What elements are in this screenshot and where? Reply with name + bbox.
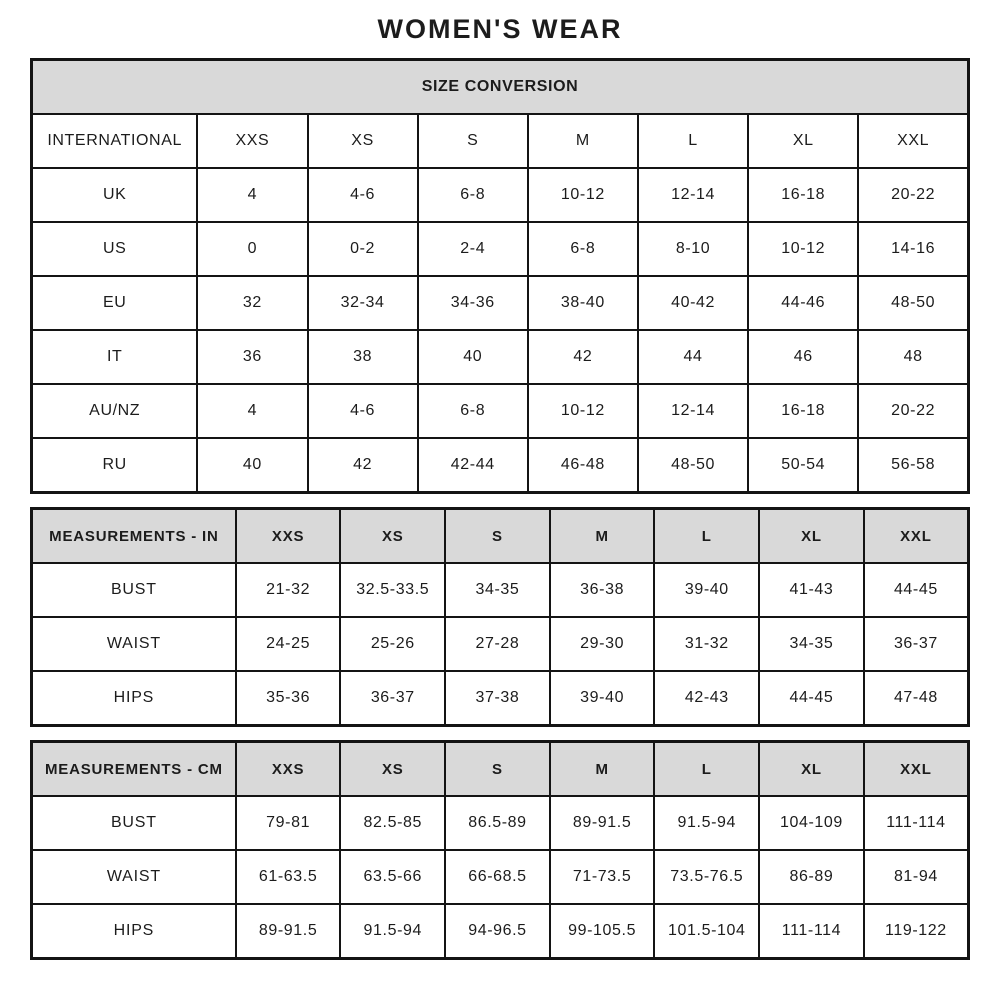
value-cell: 10-12 bbox=[528, 384, 638, 438]
value-cell: 79-81 bbox=[236, 796, 341, 850]
header-size-cell: XXS bbox=[197, 114, 307, 168]
value-cell: 36-38 bbox=[550, 563, 655, 617]
header-size-cell: L bbox=[654, 742, 759, 797]
row-label: EU bbox=[32, 276, 198, 330]
value-cell: 39-40 bbox=[550, 671, 655, 726]
header-row bbox=[32, 509, 969, 564]
value-cell: 99-105.5 bbox=[550, 904, 655, 959]
value-cell: 44 bbox=[638, 330, 748, 384]
value-cell: 24-25 bbox=[236, 617, 341, 671]
value-cell: 61-63.5 bbox=[236, 850, 341, 904]
header-size-cell: S bbox=[418, 114, 528, 168]
header-label-cell: MEASUREMENTS - IN bbox=[32, 509, 236, 564]
value-cell: 6-8 bbox=[418, 384, 528, 438]
header-size-cell: XL bbox=[759, 509, 864, 564]
row-label: AU/NZ bbox=[32, 384, 198, 438]
header-size-cell: M bbox=[550, 509, 655, 564]
value-cell: 40-42 bbox=[638, 276, 748, 330]
value-cell: 86-89 bbox=[759, 850, 864, 904]
value-cell: 42 bbox=[528, 330, 638, 384]
size-conversion-body bbox=[32, 114, 969, 493]
table-row bbox=[32, 796, 969, 850]
value-cell: 91.5-94 bbox=[340, 904, 445, 959]
header-size-cell: M bbox=[550, 742, 655, 797]
header-label-cell: MEASUREMENTS - CM bbox=[32, 742, 236, 797]
value-cell: 101.5-104 bbox=[654, 904, 759, 959]
value-cell: 6-8 bbox=[418, 168, 528, 222]
value-cell: 46-48 bbox=[528, 438, 638, 493]
header-row bbox=[32, 742, 969, 797]
value-cell: 34-35 bbox=[445, 563, 550, 617]
size-conversion-title: SIZE CONVERSION bbox=[32, 60, 969, 115]
table-row bbox=[32, 330, 969, 384]
header-size-cell: L bbox=[654, 509, 759, 564]
table-row bbox=[32, 384, 969, 438]
value-cell: 71-73.5 bbox=[550, 850, 655, 904]
value-cell: 4-6 bbox=[308, 168, 418, 222]
row-label: WAIST bbox=[32, 850, 236, 904]
row-label: UK bbox=[32, 168, 198, 222]
value-cell: 31-32 bbox=[654, 617, 759, 671]
value-cell: 14-16 bbox=[858, 222, 968, 276]
value-cell: 56-58 bbox=[858, 438, 968, 493]
header-size-cell: XL bbox=[759, 742, 864, 797]
value-cell: 10-12 bbox=[748, 222, 858, 276]
row-label: HIPS bbox=[32, 671, 236, 726]
value-cell: 12-14 bbox=[638, 168, 748, 222]
value-cell: 27-28 bbox=[445, 617, 550, 671]
value-cell: 8-10 bbox=[638, 222, 748, 276]
value-cell: 34-36 bbox=[418, 276, 528, 330]
value-cell: 44-46 bbox=[748, 276, 858, 330]
value-cell: 39-40 bbox=[654, 563, 759, 617]
row-label: BUST bbox=[32, 563, 236, 617]
value-cell: 4 bbox=[197, 384, 307, 438]
value-cell: 32.5-33.5 bbox=[340, 563, 445, 617]
measurements-cm-body bbox=[32, 742, 969, 959]
value-cell: 35-36 bbox=[236, 671, 341, 726]
value-cell: 20-22 bbox=[858, 384, 968, 438]
value-cell: 40 bbox=[197, 438, 307, 493]
value-cell: 16-18 bbox=[748, 384, 858, 438]
value-cell: 44-45 bbox=[759, 671, 864, 726]
value-cell: 38-40 bbox=[528, 276, 638, 330]
value-cell: 29-30 bbox=[550, 617, 655, 671]
value-cell: 12-14 bbox=[638, 384, 748, 438]
header-size-cell: XL bbox=[748, 114, 858, 168]
header-label-cell: INTERNATIONAL bbox=[32, 114, 198, 168]
table-row bbox=[32, 617, 969, 671]
value-cell: 38 bbox=[308, 330, 418, 384]
value-cell: 66-68.5 bbox=[445, 850, 550, 904]
value-cell: 6-8 bbox=[528, 222, 638, 276]
value-cell: 41-43 bbox=[759, 563, 864, 617]
value-cell: 104-109 bbox=[759, 796, 864, 850]
table-row bbox=[32, 904, 969, 959]
value-cell: 89-91.5 bbox=[236, 904, 341, 959]
row-label: HIPS bbox=[32, 904, 236, 959]
measurements-in-body bbox=[32, 509, 969, 726]
value-cell: 73.5-76.5 bbox=[654, 850, 759, 904]
value-cell: 46 bbox=[748, 330, 858, 384]
value-cell: 89-91.5 bbox=[550, 796, 655, 850]
value-cell: 111-114 bbox=[864, 796, 969, 850]
table-title-row bbox=[32, 60, 969, 115]
row-label: WAIST bbox=[32, 617, 236, 671]
table-row bbox=[32, 563, 969, 617]
value-cell: 44-45 bbox=[864, 563, 969, 617]
value-cell: 42 bbox=[308, 438, 418, 493]
header-size-cell: XXS bbox=[236, 509, 341, 564]
header-size-cell: L bbox=[638, 114, 748, 168]
page-title: WOMEN'S WEAR bbox=[377, 14, 623, 44]
value-cell: 42-43 bbox=[654, 671, 759, 726]
row-label: US bbox=[32, 222, 198, 276]
value-cell: 42-44 bbox=[418, 438, 528, 493]
value-cell: 119-122 bbox=[864, 904, 969, 959]
value-cell: 36 bbox=[197, 330, 307, 384]
value-cell: 111-114 bbox=[759, 904, 864, 959]
value-cell: 94-96.5 bbox=[445, 904, 550, 959]
header-size-cell: XXL bbox=[864, 509, 969, 564]
header-size-cell: XXL bbox=[864, 742, 969, 797]
value-cell: 4-6 bbox=[308, 384, 418, 438]
value-cell: 63.5-66 bbox=[340, 850, 445, 904]
header-size-cell: XXS bbox=[236, 742, 341, 797]
row-label: BUST bbox=[32, 796, 236, 850]
header-size-cell: XS bbox=[308, 114, 418, 168]
value-cell: 0 bbox=[197, 222, 307, 276]
table-row bbox=[32, 850, 969, 904]
value-cell: 36-37 bbox=[340, 671, 445, 726]
measurements-cm-table bbox=[30, 740, 970, 960]
header-size-cell: XXL bbox=[858, 114, 968, 168]
value-cell: 34-35 bbox=[759, 617, 864, 671]
value-cell: 0-2 bbox=[308, 222, 418, 276]
header-row bbox=[32, 114, 969, 168]
header-size-cell: S bbox=[445, 509, 550, 564]
value-cell: 48 bbox=[858, 330, 968, 384]
value-cell: 48-50 bbox=[858, 276, 968, 330]
value-cell: 4 bbox=[197, 168, 307, 222]
table-row bbox=[32, 276, 969, 330]
value-cell: 86.5-89 bbox=[445, 796, 550, 850]
value-cell: 2-4 bbox=[418, 222, 528, 276]
value-cell: 50-54 bbox=[748, 438, 858, 493]
value-cell: 47-48 bbox=[864, 671, 969, 726]
value-cell: 37-38 bbox=[445, 671, 550, 726]
value-cell: 10-12 bbox=[528, 168, 638, 222]
value-cell: 21-32 bbox=[236, 563, 341, 617]
value-cell: 32 bbox=[197, 276, 307, 330]
size-conversion-table bbox=[30, 58, 970, 494]
value-cell: 20-22 bbox=[858, 168, 968, 222]
header-size-cell: XS bbox=[340, 509, 445, 564]
value-cell: 81-94 bbox=[864, 850, 969, 904]
table-row bbox=[32, 438, 969, 493]
value-cell: 16-18 bbox=[748, 168, 858, 222]
header-size-cell: XS bbox=[340, 742, 445, 797]
header-size-cell: S bbox=[445, 742, 550, 797]
value-cell: 36-37 bbox=[864, 617, 969, 671]
value-cell: 40 bbox=[418, 330, 528, 384]
value-cell: 82.5-85 bbox=[340, 796, 445, 850]
value-cell: 91.5-94 bbox=[654, 796, 759, 850]
table-row bbox=[32, 671, 969, 726]
table-row bbox=[32, 168, 969, 222]
row-label: IT bbox=[32, 330, 198, 384]
row-label: RU bbox=[32, 438, 198, 493]
value-cell: 25-26 bbox=[340, 617, 445, 671]
value-cell: 32-34 bbox=[308, 276, 418, 330]
measurements-in-table bbox=[30, 507, 970, 727]
header-size-cell: M bbox=[528, 114, 638, 168]
table-row bbox=[32, 222, 969, 276]
value-cell: 48-50 bbox=[638, 438, 748, 493]
